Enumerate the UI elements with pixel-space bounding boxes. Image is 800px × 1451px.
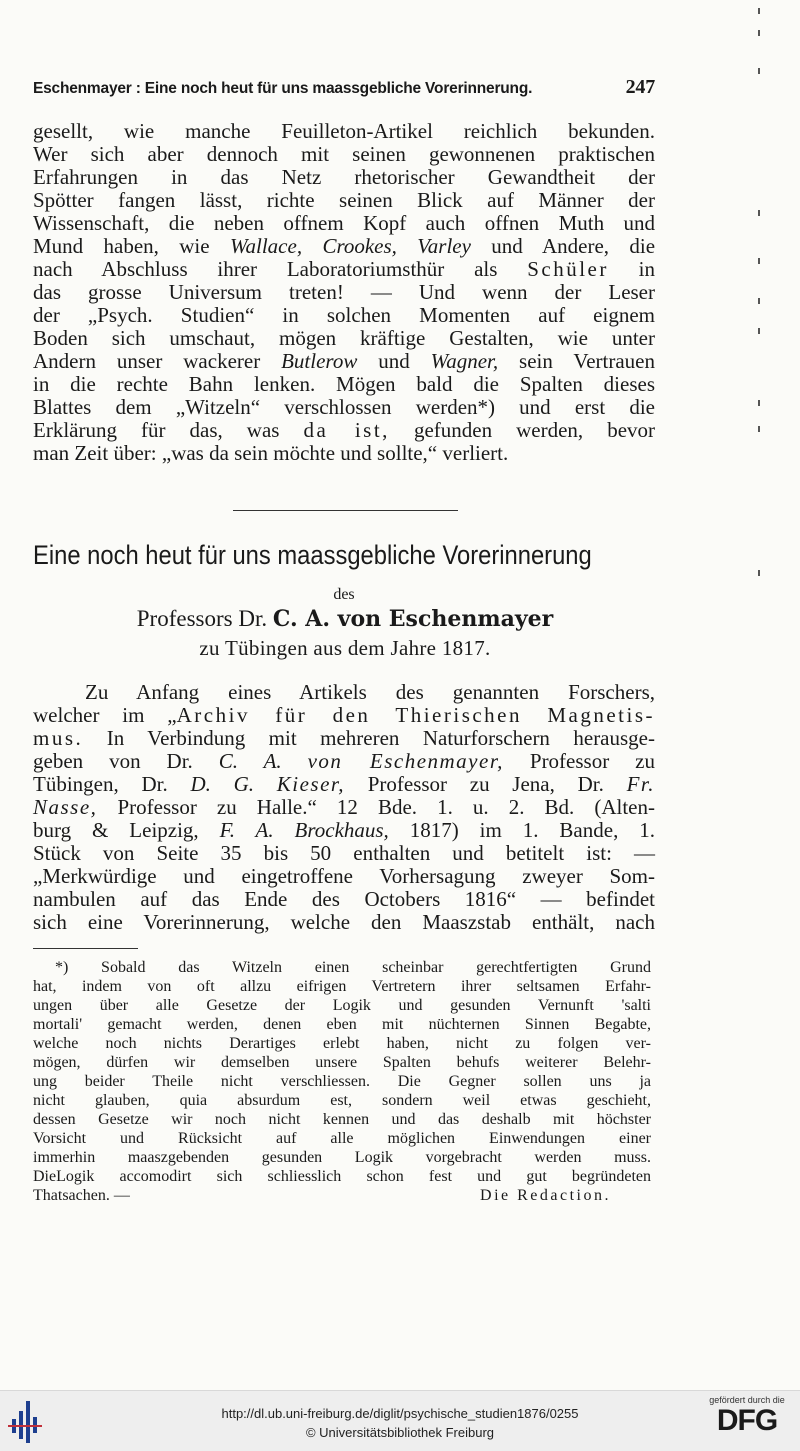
margin-marks bbox=[758, 0, 770, 1390]
running-header bbox=[33, 76, 655, 99]
text-line: Erklärung für das, was da ist, gefunden werden, bevor bbox=[33, 418, 656, 442]
text-line: Mund haben, wie Wallace, Crookes, Varley und Andere, die bbox=[33, 234, 656, 258]
text-line: man Zeit über: „was da sein möchte und sollte,“ verliert. bbox=[33, 441, 509, 465]
name-brockhaus: F. A. Brockhaus, bbox=[219, 818, 389, 842]
dfg-funded-label: gefördert durch die bbox=[709, 1395, 785, 1405]
text-line: Wer sich aber dennoch mit seinen gewonnenen praktischen bbox=[33, 142, 655, 166]
text-line: sich eine Vorerinnerung, welche den Maaszstab enthält, nach bbox=[33, 910, 655, 934]
section-title: Eine noch heut für uns maassgebliche Vorerinnerung bbox=[33, 540, 592, 570]
footnote-line: Vorsicht und Rücksicht auf alle möglichen Einwendungen einer bbox=[33, 1130, 651, 1147]
footnote-line: nicht glauben, quia absurdum est, sondern weil etwas geschieht, bbox=[33, 1092, 651, 1109]
text-line: „Merkwürdige und eingetroffene Vorhersagung zweyer Som- bbox=[33, 864, 655, 888]
footnote-line: hat, indem von oft allzu eifrigen Vertretern ihrer seltsamen Erfahr- bbox=[33, 978, 651, 995]
footnote-line: Thatsachen. — Die Redaction. bbox=[33, 1187, 611, 1204]
footnote bbox=[33, 958, 651, 1205]
text-line: burg & Leipzig, F. A. Brockhaus, 1817) im 1. Bande, 1. bbox=[33, 818, 655, 842]
footnote-line: ungen über alle Gesetze der Logik und gesunden Vernunft 'salti bbox=[33, 997, 651, 1014]
text-line: nach Abschluss ihrer Laboratoriumsthür als Schüler in bbox=[33, 257, 656, 281]
text-line: der „Psych. Studien“ in solchen Momenten auf eignem bbox=[33, 303, 655, 327]
source-url-link[interactable]: http://dl.ub.uni-freiburg.de/diglit/psychische_studien1876/0255 bbox=[221, 1406, 579, 1421]
name-crookes: Crookes, bbox=[322, 234, 397, 258]
text-line: nambulen auf das Ende des Octobers 1816“ — befindet bbox=[33, 887, 655, 911]
footnote-line: ung beider Theile nicht verschliessen. Die Gegner sollen uns ja bbox=[33, 1073, 651, 1090]
intro-paragraph bbox=[33, 120, 655, 465]
footnote-line: mögen, dürfen wir demselben unsere Spalten behufs weiterer Belehr- bbox=[33, 1054, 651, 1071]
text-line: in die rechte Bahn lenken. Mögen bald die Spalten dieses bbox=[33, 372, 655, 396]
footnote-line: dessen Gesetze wir noch nicht kennen und das deshalb mit höchster bbox=[33, 1111, 651, 1128]
text-line: Spötter fangen lässt, richte seinen Blick auf Männer der bbox=[33, 188, 655, 212]
dfg-wordmark: DFG bbox=[716, 1404, 778, 1437]
footnote-line: welche noch nichts Derartiges erlebt haben, nicht zu folgen ver- bbox=[33, 1035, 651, 1052]
footnote-signature: Die Redaction. bbox=[480, 1187, 611, 1204]
place-year-line: zu Tübingen aus dem Jahre 1817. bbox=[199, 636, 491, 660]
text-line: Wissenschaft, die neben offnem Kopf auch offnen Muth und bbox=[33, 211, 655, 235]
name-wagner: Wagner, bbox=[430, 349, 499, 373]
text-line: Erfahrungen in das Netz rhetorischer Gewandtheit der bbox=[33, 165, 655, 189]
name-eschenmayer: von Eschenmayer, bbox=[307, 749, 504, 773]
copyright-text: © Universitätsbibliothek Freiburg bbox=[305, 1425, 495, 1440]
text-line: Blattes dem „Witzeln“ verschlossen werden*) und erst die bbox=[33, 395, 655, 419]
text-line: Zu Anfang eines Artikels des genannten Forschers, bbox=[85, 680, 655, 704]
section-des: des bbox=[333, 586, 355, 603]
author-name: C. A. von Eschenmayer bbox=[272, 606, 554, 632]
name-butlerow: Butlerow bbox=[281, 349, 358, 373]
text-line: gesellt, wie manche Feuilleton-Artikel reichlich bekunden. bbox=[33, 119, 655, 143]
running-title: Eschenmayer : Eine noch heut für uns maassgebliche Vorerinnerung. bbox=[33, 80, 533, 97]
spaced-title: Archiv für den Thierischen Magnetis- bbox=[176, 703, 655, 727]
text-line: das grosse Universum treten! — Und wenn der Leser bbox=[33, 280, 655, 304]
footnote-line: immerhin maaszgebenden gesunden Logik vorgebracht werden muss. bbox=[33, 1149, 651, 1166]
section-divider bbox=[233, 510, 458, 511]
footnote-rule bbox=[33, 948, 138, 949]
text-line: mus. In Verbindung mit mehreren Naturforschern herausge- bbox=[33, 726, 655, 750]
viewer-footer-bar bbox=[0, 1390, 800, 1451]
footnote-line: *) Sobald das Witzeln einen scheinbar gerechtfertigten Grund bbox=[55, 959, 651, 976]
text-line: geben von Dr. C. A. von Eschenmayer, Professor zu bbox=[33, 749, 655, 773]
text-line: Boden sich umschaut, mögen kräftige Gestalten, wie unter bbox=[33, 326, 655, 350]
name-varley: Varley bbox=[417, 234, 471, 258]
author-line: Professors Dr. C. A. von Eschenmayer bbox=[136, 606, 554, 632]
name-nasse: Nasse, bbox=[33, 795, 98, 819]
spaced-word: Schüler bbox=[527, 257, 609, 281]
spaced-word: da ist, bbox=[303, 418, 390, 442]
page-number: 247 bbox=[625, 76, 655, 98]
main-paragraph bbox=[33, 681, 655, 934]
footnote-line: DieLogik accomodirt sich schliesslich schon fest und gut begründeten bbox=[33, 1168, 651, 1185]
text-line: welcher im „Archiv für den Thierischen Magnetis- bbox=[33, 703, 655, 727]
name-kieser: Kieser, bbox=[276, 772, 345, 796]
text-line: Tübingen, Dr. D. G. Kieser, Professor zu Jena, Dr. Fr. bbox=[33, 772, 656, 796]
footnote-line: mortali' gemacht werden, denen eben mit nüchternen Sinnen Begabte, bbox=[33, 1016, 651, 1033]
name-wallace: Wallace, bbox=[229, 234, 303, 258]
text-line: Stück von Seite 35 bis 50 enthalten und betitelt ist: — bbox=[33, 841, 655, 865]
text-line: Nasse, Professor zu Halle.“ 12 Bde. 1. u. 2. Bd. (Alten- bbox=[33, 795, 655, 819]
text-line: Andern unser wackerer Butlerow und Wagner, sein Vertrauen bbox=[33, 349, 655, 373]
dfg-logo bbox=[704, 1395, 790, 1437]
